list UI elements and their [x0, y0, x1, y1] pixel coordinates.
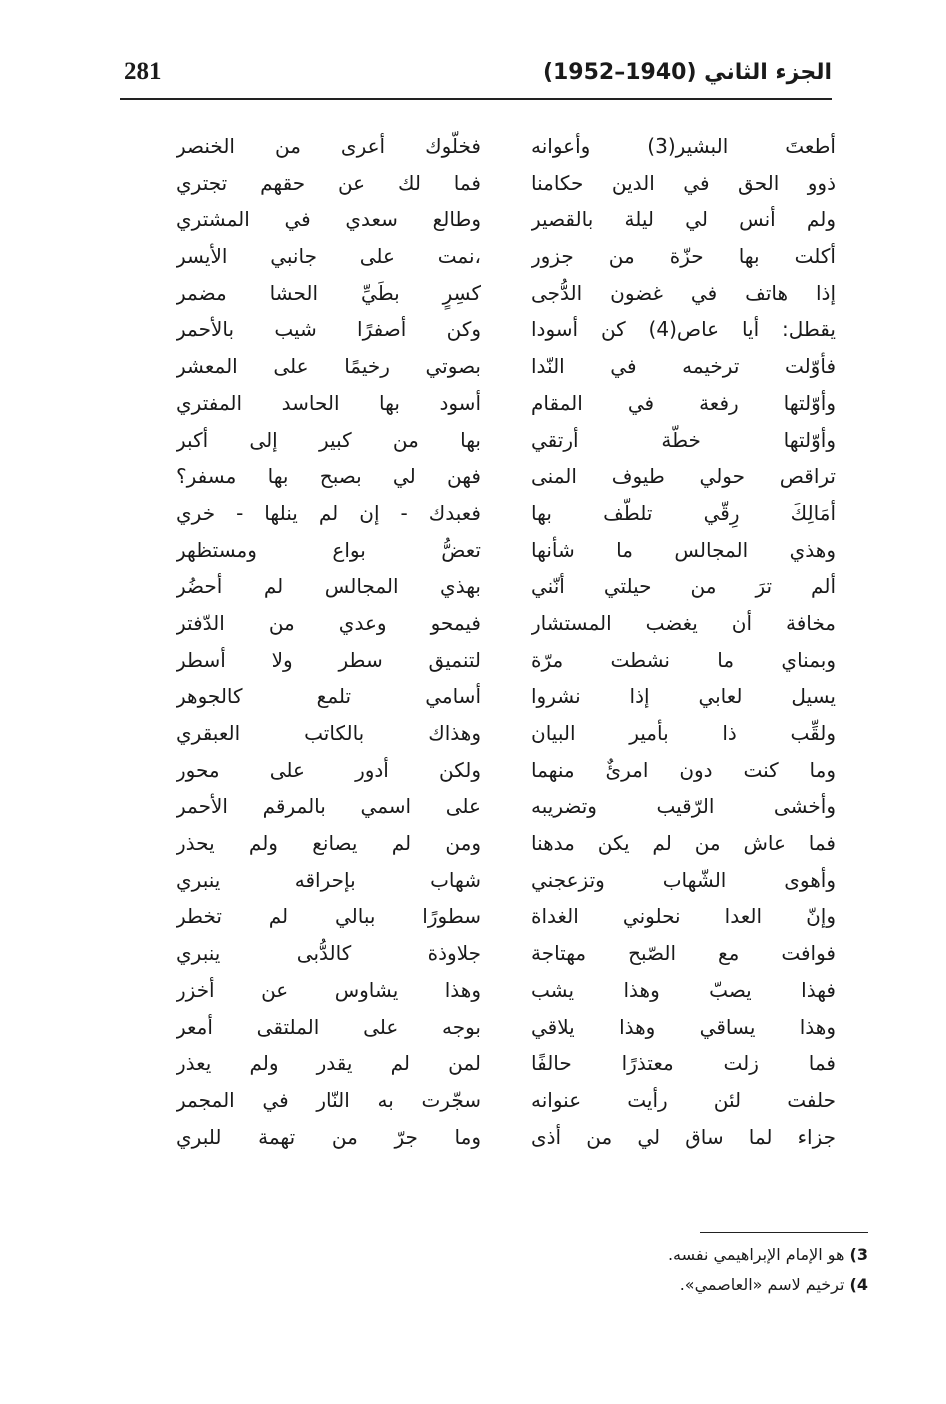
verse-line	[160, 1009, 836, 1046]
verse-line	[160, 788, 836, 825]
verse-second-hemistich: وهذاك بالكاتب العبقري	[176, 721, 481, 745]
verse-second-hemistich: ولكن أدور على محور	[176, 757, 481, 782]
verse-second-hemistich: كسِرٍ بطَيِّ الحشا مضمر	[176, 280, 481, 305]
verse-second-hemistich: جلاوذة كالدُّبى ينبري	[176, 941, 481, 966]
footnote-divider	[700, 1232, 868, 1233]
footnote	[400, 1240, 868, 1270]
verse-second-hemistich: وما جرّ من تهمة للبري	[176, 1124, 481, 1149]
verse-first-hemistich: فأوّلت ترخيمه في النّدا	[531, 354, 836, 379]
verse-line	[160, 458, 836, 495]
verse-line	[160, 348, 836, 385]
footnotes	[400, 1240, 868, 1300]
verse-line	[160, 972, 836, 1009]
verse-first-hemistich: وبمناي ما نشطت مرّة	[531, 647, 836, 672]
verse-first-hemistich: ولقِّب ذا بأمير البيان	[531, 721, 836, 745]
verse-second-hemistich: بها من كبير إلى أكبر	[176, 427, 481, 452]
verse-first-hemistich: يقطل: أيا عاص(4) كن أسودا	[531, 317, 836, 342]
verse-line	[160, 568, 836, 605]
page-header	[120, 50, 832, 100]
verse-line	[160, 128, 836, 165]
verse-line	[160, 201, 836, 238]
verse-second-hemistich: بوجه على الملتقى أمعر	[176, 1014, 481, 1039]
footnote-number: 3)	[849, 1245, 868, 1264]
verse-line	[160, 275, 836, 312]
verse-second-hemistich: وكن أصفرًا شيب بالأحمر	[176, 317, 481, 342]
verse-first-hemistich: فما عاش من لم يكن مدهنا	[531, 831, 836, 856]
verse-line	[160, 935, 836, 972]
footnote	[400, 1270, 868, 1300]
verse-second-hemistich: وهذا يشاوس عن أخزر	[176, 977, 481, 1002]
verse-second-hemistich: أسود بها الحاسد المفتري	[176, 390, 481, 415]
verse-second-hemistich: أسامي تلمع كالجوهر	[176, 684, 481, 709]
running-head: الجزء الثاني (1940–1952)	[542, 60, 832, 85]
verse-first-hemistich: أطعتَ البشير(3) وأعوانه	[531, 134, 836, 158]
verse-second-hemistich: سجّرت به النّار في المجمر	[176, 1087, 481, 1112]
verse-line	[160, 605, 836, 642]
verse-line	[160, 752, 836, 789]
verse-first-hemistich: أكلت بها حزّة من جزور	[531, 244, 836, 269]
verse-first-hemistich: وأهوى الشّهاب وتزعجني	[531, 867, 836, 892]
verse-first-hemistich: إذا هاتف في غضون الدُّجى	[531, 280, 836, 305]
verse-line	[160, 532, 836, 569]
verse-line	[160, 715, 836, 752]
poem-body	[160, 128, 836, 1194]
verse-second-hemistich: وطالع سعدي في المشتري	[176, 207, 481, 232]
verse-line	[160, 862, 836, 899]
verse-first-hemistich: فوافت مع الصّبح مهتاجة	[531, 941, 836, 966]
verse-line	[160, 385, 836, 422]
verse-line	[160, 1082, 836, 1119]
verse-second-hemistich: ومن لم يصانع ولم يحذر	[176, 831, 481, 856]
verse-first-hemistich: وهذا يساقي وهذا يلاقي	[531, 1014, 836, 1039]
verse-first-hemistich: ولم أنس لي ليلة بالقصير	[531, 207, 836, 232]
verse-first-hemistich: فهذا يصبّ وهذا يشب	[531, 977, 836, 1002]
verse-second-hemistich: فيمحو وعدي من الدّفتر	[176, 610, 481, 635]
verse-second-hemistich: فعبدك - إن لم ينلها - خري	[176, 500, 481, 525]
page-number: 281	[124, 58, 162, 85]
verse-first-hemistich: ذوو الحق في الدين حكامنا	[531, 170, 836, 195]
verse-line	[160, 898, 836, 935]
footnote-text: هو الإمام الإبراهيمي نفسه.	[667, 1245, 845, 1264]
verse-first-hemistich: وأخشى الرّقيب وتضريبه	[531, 794, 836, 819]
verse-line	[160, 311, 836, 348]
verse-first-hemistich: مخافة أن يغضب المستشار	[531, 610, 836, 635]
verse-second-hemistich: لتنميق سطر ولا أسطر	[176, 647, 481, 672]
footnote-number: 4)	[849, 1275, 868, 1294]
verse-first-hemistich: حلفت لئن رأيت عنوانه	[531, 1087, 836, 1112]
verse-first-hemistich: وهذي المجالس ما شأنها	[531, 537, 836, 562]
verse-second-hemistich: شهاب بإحراقه ينبري	[176, 867, 481, 892]
verse-second-hemistich: فهن لي بصبح بها مسفر؟	[176, 464, 481, 489]
verse-second-hemistich: على اسمي بالمرقم الأحمر	[176, 794, 481, 819]
verse-first-hemistich: أمَالِكَ رِقّي تلطّف بها	[531, 500, 836, 525]
verse-line	[160, 678, 836, 715]
verse-first-hemistich: ألم ترَ من حيلتي أنّني	[531, 574, 836, 599]
verse-first-hemistich: فما زلت معتذرًا حالفًا	[531, 1051, 836, 1076]
verse-first-hemistich: وما كنت دون امرئٌ منهما	[531, 757, 836, 782]
verse-second-hemistich: فما لك عن حقهم تجتري	[176, 170, 481, 195]
verse-line	[160, 1119, 836, 1156]
verse-line	[160, 238, 836, 275]
verse-line	[160, 642, 836, 679]
verse-line	[160, 495, 836, 532]
verse-first-hemistich: جزاء لما ساق لي من أذى	[531, 1124, 836, 1149]
verse-first-hemistich: وإنّ العدا نحلوني الغداة	[531, 904, 836, 929]
verse-first-hemistich: يسيل لعابي إذا نشروا	[531, 684, 836, 709]
footnote-text: ترخيم لاسم «العاصمي».	[679, 1275, 845, 1294]
verse-second-hemistich: فخلّوك أعرى من الخنصر	[176, 134, 481, 158]
verse-first-hemistich: وأوّلتها رفعة في المقام	[531, 390, 836, 415]
verse-line	[160, 165, 836, 202]
verse-line	[160, 1045, 836, 1082]
verse-second-hemistich: بهذي المجالس لم أحضُر	[176, 574, 481, 599]
verse-second-hemistich: تعضُّ بواع ومستظهر	[176, 537, 481, 562]
verse-second-hemistich: سطورًا ببالي لم تخطر	[176, 904, 481, 929]
verse-first-hemistich: وأوّلتها خطّة أرتقي	[531, 427, 836, 452]
verse-first-hemistich: تراقص حولي طيوف المنى	[531, 464, 836, 489]
verse-second-hemistich: لمن لم يقدر ولم يعذر	[176, 1051, 481, 1076]
verse-line	[160, 825, 836, 862]
verse-second-hemistich: بصوتي رخيمًا على المعشر	[176, 354, 481, 379]
verse-second-hemistich: ،نمت على جانبي الأيسر	[176, 244, 481, 269]
verse-line	[160, 422, 836, 459]
